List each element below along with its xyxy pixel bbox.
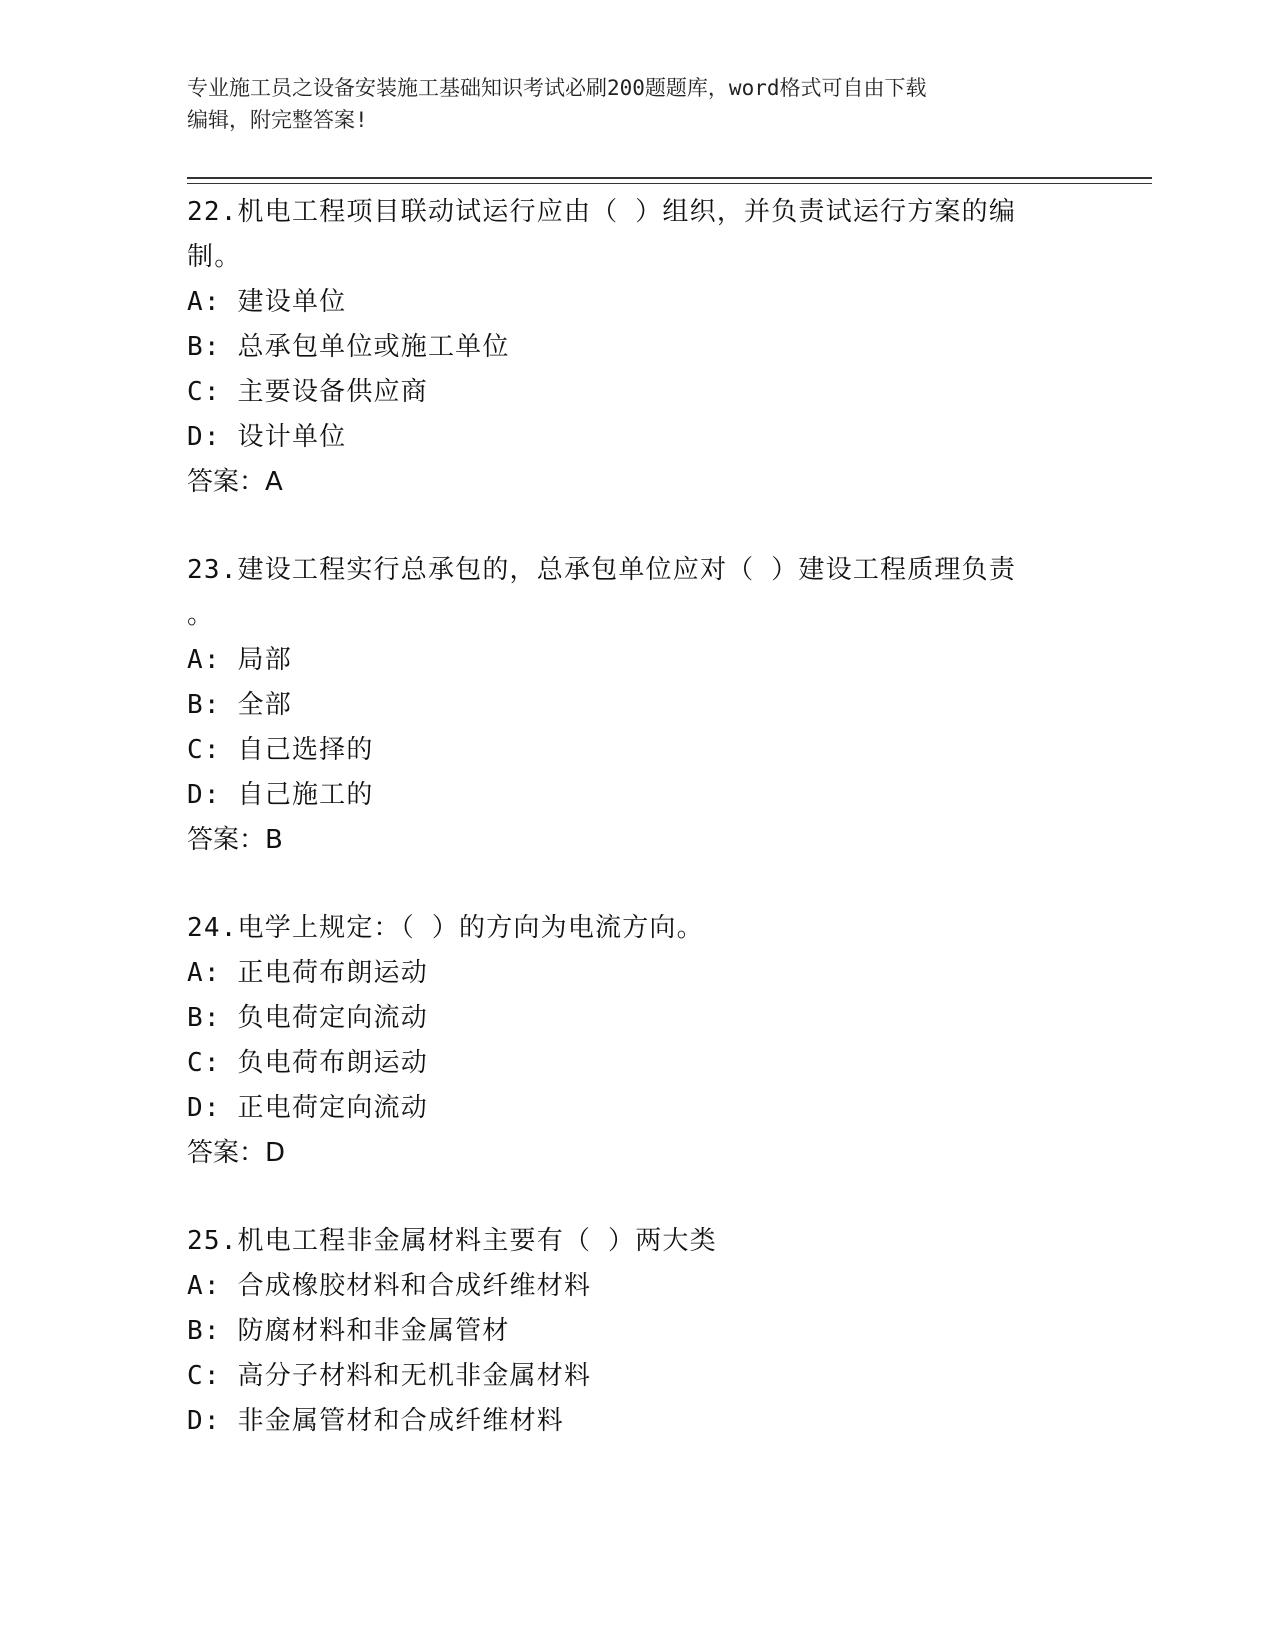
- question-24: [187, 906, 1067, 1176]
- option-d: D: 设计单位: [187, 422, 347, 452]
- header-line-2: 编辑，附完整答案!: [187, 108, 368, 132]
- question-stem-line: 24.电学上规定：（ ）的方向为电流方向。: [187, 913, 704, 943]
- question-25: [187, 1219, 1067, 1444]
- option-b: B: 总承包单位或施工单位: [187, 332, 510, 362]
- question-stem-line: 25.机电工程非金属材料主要有（ ）两大类: [187, 1226, 717, 1256]
- option-c: C: 主要设备供应商: [187, 377, 428, 407]
- header-line-1: 专业施工员之设备安装施工基础知识考试必刷200题题库，word格式可自由下载: [187, 76, 927, 100]
- question-stem: [187, 548, 1067, 638]
- option-b: B: 全部: [187, 690, 292, 720]
- option-b: B: 防腐材料和非金属管材: [187, 1316, 510, 1346]
- option-a: A: 合成橡胶材料和合成纤维材料: [187, 1271, 592, 1301]
- header-divider-thick: [187, 177, 1152, 179]
- option-a: A: 局部: [187, 645, 292, 675]
- answer: 答案：D: [187, 1138, 286, 1168]
- option-d: D: 正电荷定向流动: [187, 1093, 428, 1123]
- option-a: A: 建设单位: [187, 287, 347, 317]
- header-divider-thin: [187, 183, 1152, 184]
- question-stem: [187, 190, 1067, 280]
- option-b: B: 负电荷定向流动: [187, 1003, 428, 1033]
- option-d: D: 自己施工的: [187, 780, 374, 810]
- question-list: [187, 190, 1067, 1487]
- question-stem-line: 。: [187, 600, 215, 630]
- question-23: [187, 548, 1067, 863]
- answer: 答案：B: [187, 825, 283, 855]
- question-stem: [187, 1219, 1067, 1264]
- answer: 答案：A: [187, 467, 283, 497]
- question-stem-line: 23.建设工程实行总承包的，总承包单位应对（ ）建设工程质理负责: [187, 555, 1017, 585]
- page-header: [187, 72, 1067, 136]
- question-stem-line: 22.机电工程项目联动试运行应由（ ）组织，并负责试运行方案的编: [187, 197, 1017, 227]
- question-22: [187, 190, 1067, 505]
- option-c: C: 自己选择的: [187, 735, 374, 765]
- option-a: A: 正电荷布朗运动: [187, 958, 428, 988]
- option-c: C: 负电荷布朗运动: [187, 1048, 428, 1078]
- question-stem-line: 制。: [187, 242, 242, 272]
- option-c: C: 高分子材料和无机非金属材料: [187, 1361, 592, 1391]
- question-stem: [187, 906, 1067, 951]
- option-d: D: 非金属管材和合成纤维材料: [187, 1406, 564, 1436]
